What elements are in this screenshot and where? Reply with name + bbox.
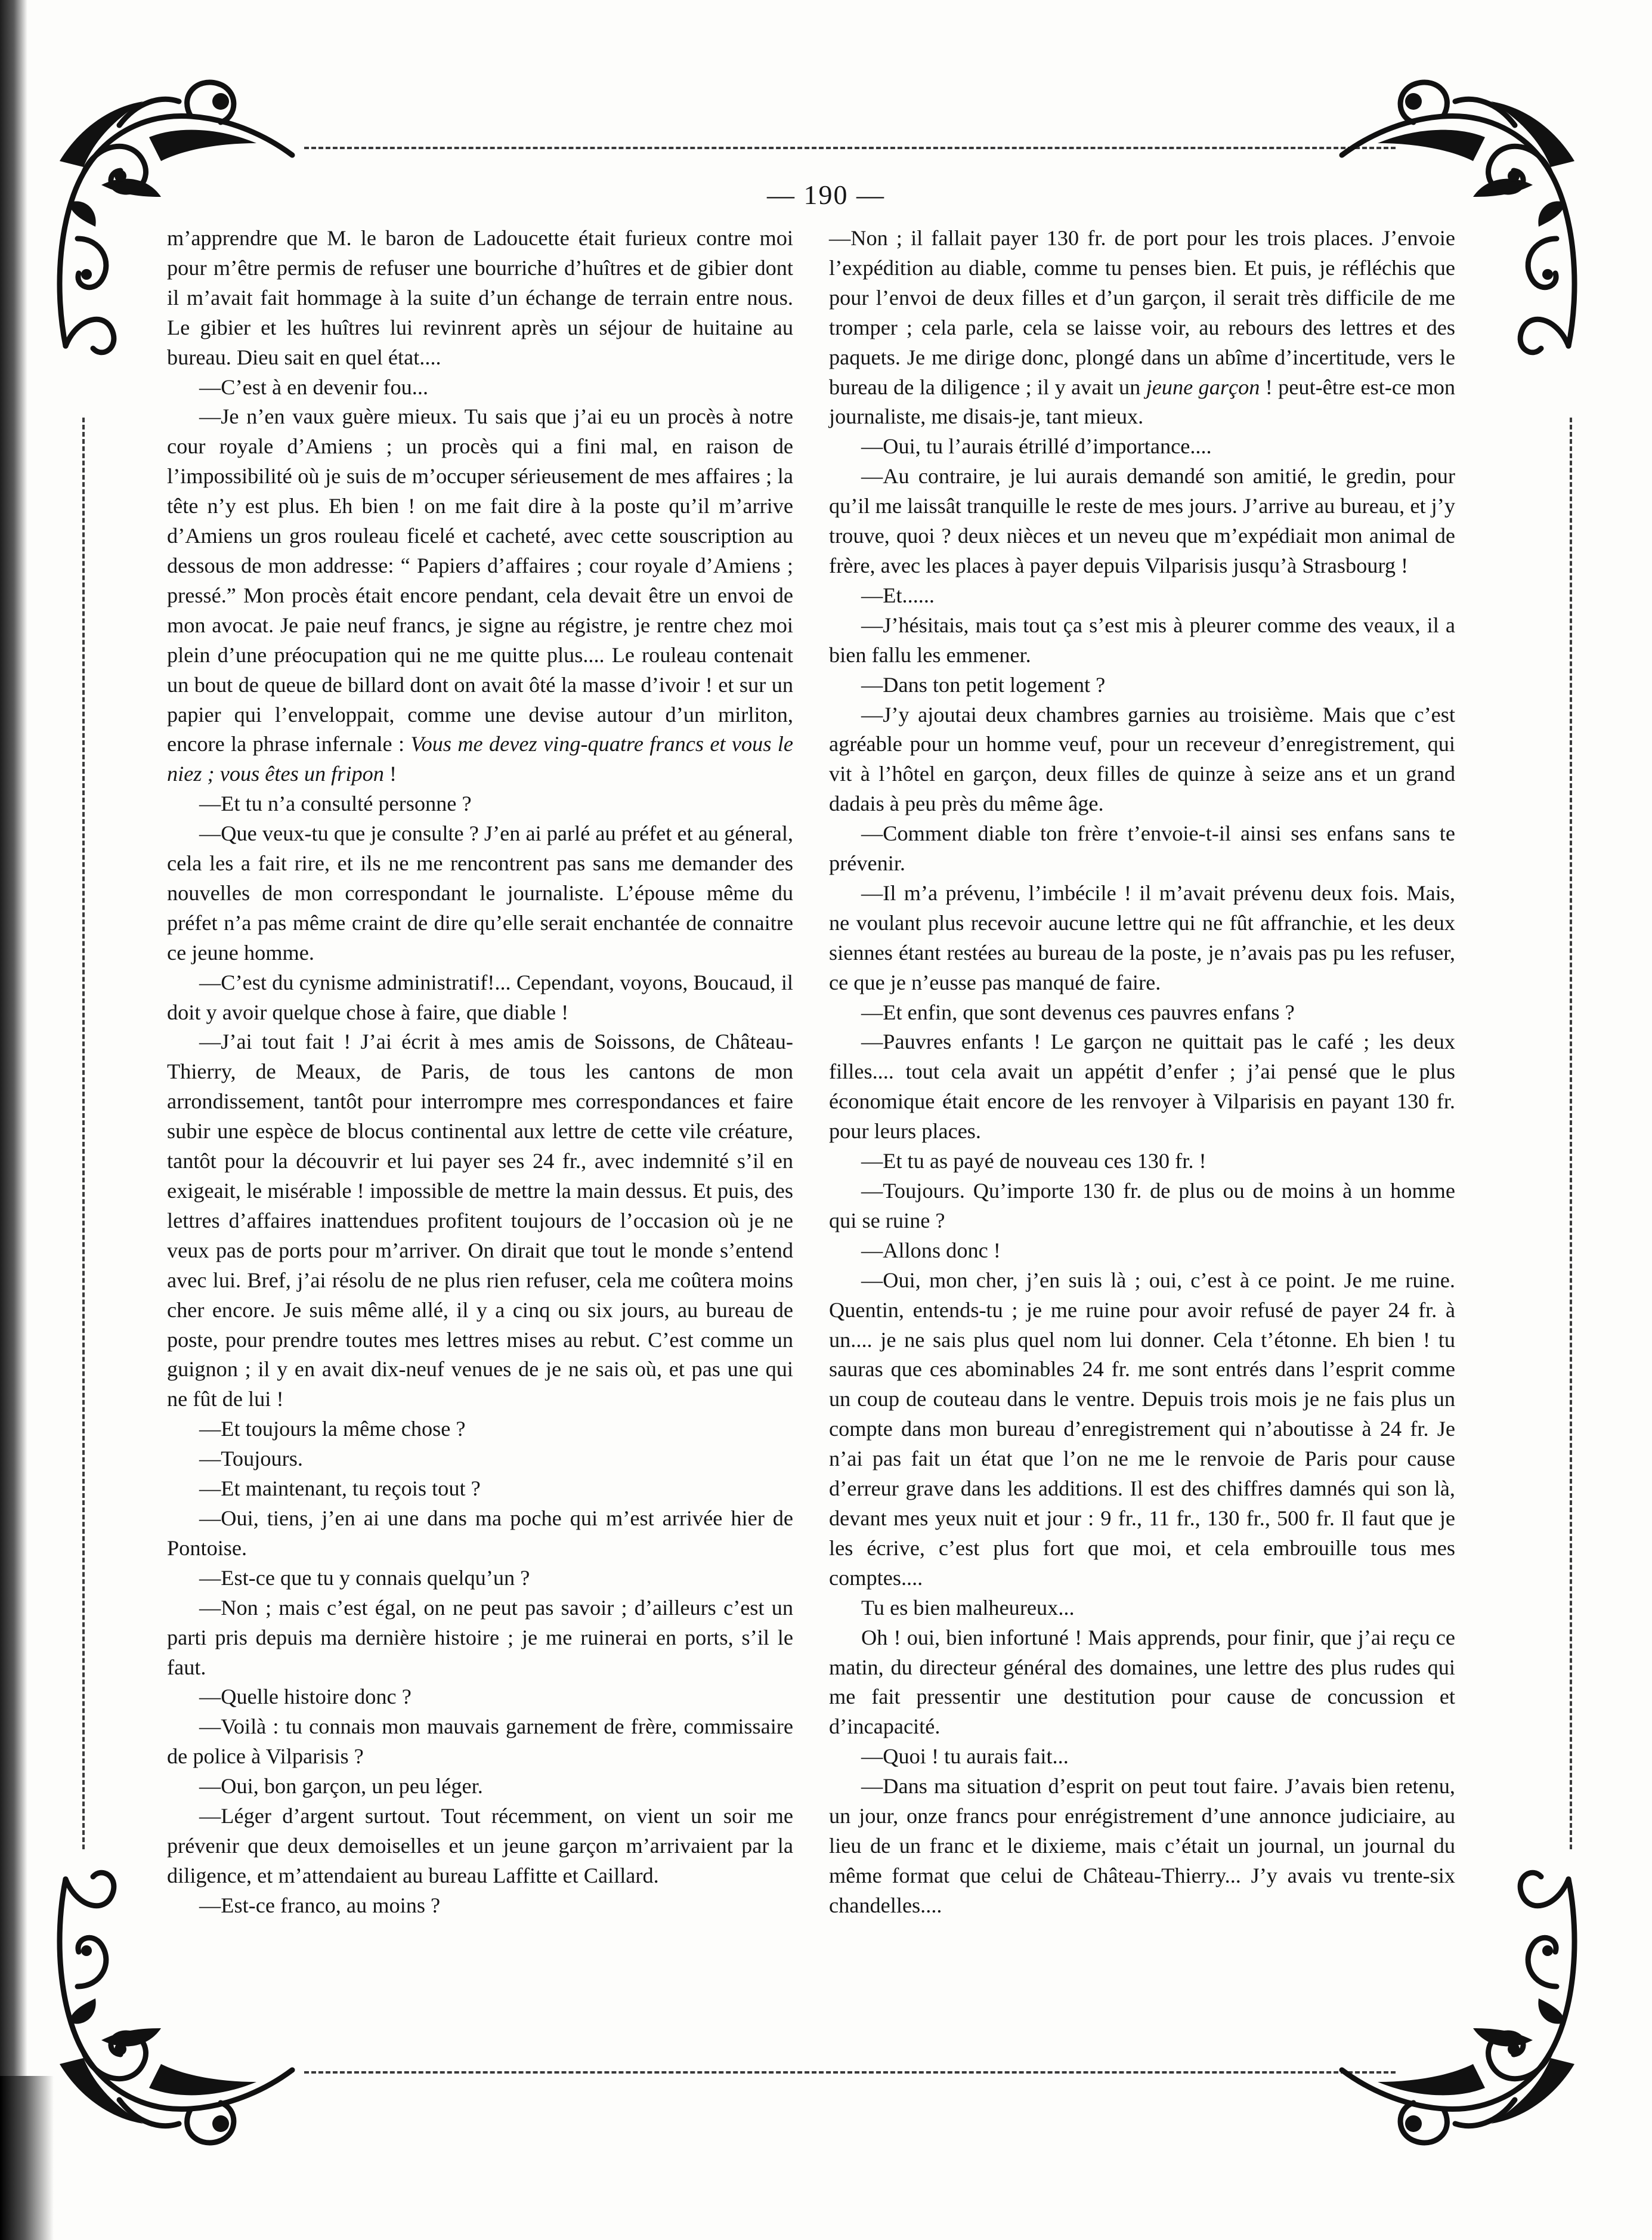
paragraph xyxy=(829,581,1455,611)
paragraph-text: —Je n’en vaux guère mieux. Tu sais que j’ai eu un procès à notre cour royale d’Amiens ; un procès qui a fini mal, en raison de l’impossibilité où je suis de m’occuper sérieusement de mes affaires ; la tête n’y est plus. Eh bien ! on me fait dire à la poste qu’il m’arrive d’Amiens un gros rouleau ficelé et cacheté, avec cette souscription au dessous de mon addresse: “ Papiers d’affaires ; cour royale d’Amiens ; pressé.” Mon procès était encore pendant, cela devait être un envoi de mon avocat. Je paie neuf francs, je signe au régistre, je rentre chez moi plein d’une préocupation qui ne me quitte plus.... Le rouleau contenait un bout de queue de billard dont on avait ôté la masse d’ivoir ! et sur un papier qui l’enveloppait, comme une devise autour d’un mirliton, encore la phrase infernale : xyxy=(167,404,793,756)
paragraph xyxy=(829,1027,1455,1147)
paragraph-text: —Oui, mon cher, j’en suis là ; oui, c’est à ce point. Je me ruine. Quentin, entends-tu ; je me ruine pour avoir refusé de payer 24 fr. à un.... je ne sais plus quel nom lui donner. Cela t’étonne. Eh bien ! tu sauras que ces abominables 24 fr. me sont entrés dans l’esprit comme un coup de couteau dans le ventre. Depuis trois mois je ne fais plus un compte dans mon bureau d’enregistrement qui n’aboutisse à 24 fr. Je n’ai pas fait un état que l’on ne me le renvoie de Paris pour cause d’erreur grave dans les additions. Il est des chiffres damnés qui son là, devant mes yeux nuit et jour : 9 fr., 11 fr., 130 fr., 500 fr. Il faut que je les écrive, c’est plus fort que moi, et cela embrouille tous mes comptes.... xyxy=(829,1268,1455,1590)
paragraph xyxy=(829,462,1455,581)
paragraph-text: —Quoi ! tu aurais fait... xyxy=(861,1744,1069,1769)
paragraph-text: —Oui, bon garçon, un peu léger. xyxy=(199,1774,483,1799)
paragraph xyxy=(167,819,793,968)
paragraph-text: —J’y ajoutai deux chambres garnies au troisième. Mais que c’est agréable pour un homme veuf, pour un receveur d’enregistrement, qui vit à l’hôtel en garçon, deux filles de quinze à seize ans et un grand dadais à peu près du même âge. xyxy=(829,702,1455,816)
paragraph xyxy=(167,1802,793,1891)
paragraph-text-tail: ! xyxy=(383,762,397,786)
paragraph-text: —Voilà : tu connais mon mauvais garnement de frère, commissaire de police à Vilparisis ? xyxy=(167,1714,793,1769)
paragraph xyxy=(167,1444,793,1474)
paragraph-text: —Quelle histoire donc ? xyxy=(199,1685,412,1709)
paragraph-text: —Et enfin, que sont devenus ces pauvres enfans ? xyxy=(861,1000,1295,1024)
italic-phrase: Vous me devez ving-quatre francs et vous le niez ; vous êtes un fripon xyxy=(167,732,793,786)
paragraph-text: —Toujours. Qu’importe 130 fr. de plus ou de moins à un homme qui se ruine ? xyxy=(829,1179,1455,1232)
paragraph-text: —Dans ton petit logement ? xyxy=(861,672,1106,697)
paragraph xyxy=(167,1712,793,1772)
paragraph xyxy=(829,1236,1455,1266)
paragraph xyxy=(167,968,793,1028)
italic-phrase: jeune garçon xyxy=(1146,375,1260,399)
paragraph xyxy=(167,373,793,403)
paragraph xyxy=(167,789,793,819)
paragraph xyxy=(829,879,1455,998)
paragraph xyxy=(829,432,1455,462)
page-binding-edge xyxy=(0,0,27,2240)
paragraph-text: —Et toujours la même chose ? xyxy=(199,1417,466,1441)
paragraph xyxy=(829,671,1455,700)
paragraph xyxy=(167,1027,793,1414)
paragraph xyxy=(167,1772,793,1802)
border-rule-left xyxy=(82,418,85,1849)
paragraph-text: —Non ; il fallait payer 130 fr. de port pour les trois places. J’envoie l’expédition au diable, comme tu penses bien. Et puis, je réfléchis que pour l’envoi de deux filles et d’un garçon, il serait très difficile de me tromper ; cela parle, cela se laisse voir, au rebours des lettres et des paquets. Je me dirige donc, plongé dans un abîme d’incertitude, vers le bureau de la diligence ; il y avait un xyxy=(829,226,1455,399)
paragraph xyxy=(167,1593,793,1683)
paragraph xyxy=(829,819,1455,879)
paragraph xyxy=(167,1474,793,1504)
paragraph-text: —C’est du cynisme administratif!... Cependant, voyons, Boucaud, il doit y avoir quelque chose à faire, que diable ! xyxy=(167,970,793,1024)
paragraph xyxy=(829,1266,1455,1593)
paragraph xyxy=(829,1147,1455,1176)
paragraph-text: —Oui, tu l’aurais étrillé d’importance.... xyxy=(861,434,1212,459)
paragraph xyxy=(167,1682,793,1712)
paragraph-text: —Allons donc ! xyxy=(861,1238,1001,1262)
paragraph-text: —Non ; mais c’est égal, on ne peut pas savoir ; d’ailleurs c’est un parti pris depuis ma dernière histoire ; je me ruinerai en ports, s’il le faut. xyxy=(167,1595,793,1679)
paragraph-text-tail: ! peut-être est-ce mon journaliste, me disais-je, tant mieux. xyxy=(829,375,1455,429)
paragraph xyxy=(829,224,1455,432)
paragraph-text: —Et...... xyxy=(861,583,935,607)
paragraph xyxy=(829,700,1455,820)
border-rule-top xyxy=(304,147,1396,149)
paragraph xyxy=(829,611,1455,671)
border-rule-right xyxy=(1570,418,1572,1849)
paragraph-text: —Et tu n’a consulté personne ? xyxy=(199,792,472,816)
paragraph-text: —Il m’a prévenu, l’imbécile ! il m’avait prévenu deux fois. Mais, ne voulant plus recevoir aucune lettre qui ne fût affranchie, et les deux siennes étant restées au bureau de la poste, je n’avais pas pu les refuser, ce que je n’eusse pas manqué de faire. xyxy=(829,880,1455,994)
paragraph xyxy=(829,1742,1455,1772)
paragraph xyxy=(167,1564,793,1593)
paragraph-text: —Oui, tiens, j’en ai une dans ma poche qui m’est arrivée hier de Pontoise. xyxy=(167,1506,793,1560)
paragraph-text: Oh ! oui, bien infortuné ! Mais apprends, pour finir, que j’ai reçu ce matin, du directeur général des domaines, une lettre des plus rudes qui me fait pressentir une destitution pour cause de concussion et d’incapacité. xyxy=(829,1625,1455,1739)
border-rule-bottom xyxy=(304,2071,1396,2074)
page-number: — 190 — xyxy=(767,180,885,210)
paragraph xyxy=(829,1623,1455,1742)
paragraph-text: —Est-ce que tu y connais quelqu’un ? xyxy=(199,1565,530,1590)
paragraph-text: —Toujours. xyxy=(199,1447,303,1471)
paragraph-text: —Léger d’argent surtout. Tout récemment, on vient un soir me prévenir que deux demoiselles et un jeune garçon m’arrivaient par la diligence, et m’attendaient au bureau Laffitte et Caillard. xyxy=(167,1804,793,1887)
paragraph-text: —C’est à en devenir fou... xyxy=(199,375,429,399)
paragraph xyxy=(167,402,793,789)
paragraph xyxy=(167,1891,793,1921)
paragraph-text: m’apprendre que M. le baron de Ladoucette était furieux contre moi pour m’être permis de refuser une bourriche d’huîtres et de gibier dont il m’avait fait hommage à la suite d’un échange de terrain entre nous. Le gibier et les huîtres lui revinrent après un séjour de huitaine au bureau. Dieu sait en quel état.... xyxy=(167,226,793,369)
paragraph xyxy=(167,1414,793,1444)
paragraph-text: —J’hésitais, mais tout ça s’est mis à pleurer comme des veaux, il a bien fallu les emmener. xyxy=(829,613,1455,667)
paragraph xyxy=(167,224,793,373)
text-column-right xyxy=(829,224,1455,1921)
paragraph xyxy=(167,1504,793,1564)
paragraph xyxy=(829,1593,1455,1623)
paragraph-text: —Pauvres enfants ! Le garçon ne quittait pas le café ; les deux filles.... tout cela avait un appétit d’enfer ; j’ai pensé que le plus économique était encore de les renvoyer à Vilparisis en payant 130 fr. pour leurs places. xyxy=(829,1030,1455,1144)
paragraph-text: —J’ai tout fait ! J’ai écrit à mes amis de Soissons, de Château-Thierry, de Meaux, de Paris, de tous les cantons de mon arrondissement, tantôt pour interrompre mes correspondances et faire subir une espèce de blocus continental aux lettre de cette vile créature, tantôt pour la découvrir et lui payer ses 24 fr., avec indemnité s’il en exigeait, le misérable ! impossible de mettre la main dessus. Et puis, des lettres d’affaires inattendues profitent toujours de l’occasion où je ne veux pas de ports pour m’arriver. On dirait que tout le monde s’entend avec lui. Bref, j’ai résolu de ne plus rien refuser, cela me coûtera moins cher encore. Je suis même allé, il y a cinq ou six jours, au bureau de poste, pour prendre toutes mes lettres mises au rebut. C’est comme un guignon ; il y en avait dix-neuf venues de je ne sais où, et pas une qui ne fût de lui ! xyxy=(167,1030,793,1411)
paragraph xyxy=(829,1176,1455,1236)
paragraph-text: Tu es bien malheureux... xyxy=(861,1595,1075,1620)
paragraph-text: —Et maintenant, tu reçois tout ? xyxy=(199,1476,481,1501)
paragraph-text: —Dans ma situation d’esprit on peut tout faire. J’avais bien retenu, un jour, onze francs pour enrégistrement d’une annonce judiciaire, au lieu de un franc et le dixieme, mais c’était un journal, un journal du même format que celui de Château-Thierry... J’y avais vu trente-six chandelles.... xyxy=(829,1774,1455,1917)
paragraph xyxy=(829,1772,1455,1921)
paragraph-text: —Et tu as payé de nouveau ces 130 fr. ! xyxy=(861,1149,1206,1173)
paragraph-text: —Comment diable ton frère t’envoie-t-il ainsi ses enfans sans te prévenir. xyxy=(829,821,1455,876)
paragraph xyxy=(829,998,1455,1028)
text-column-left xyxy=(167,224,793,1921)
paragraph-text: —Que veux-tu que je consulte ? J’en ai parlé au préfet et au géneral, cela les a fait rire, et ils ne me rencontrent pas sans me demander des nouvelles de mon correspondant le journaliste. L’épouse même du préfet n’a pas même craint de dire qu’elle serait enchantée de connaitre ce jeune homme. xyxy=(167,821,793,965)
paragraph-text: —Est-ce franco, au moins ? xyxy=(199,1893,441,1917)
paragraph-text: —Au contraire, je lui aurais demandé son amitié, le gredin, pour qu’il me laissât tranquille le reste de mes jours. J’arrive au bureau, et j’y trouve, quoi ? deux nièces et un neveu que m’expédiait mon animal de frère, avec les places à payer depuis Vilparisis jusqu’à Strasbourg ! xyxy=(829,464,1455,577)
